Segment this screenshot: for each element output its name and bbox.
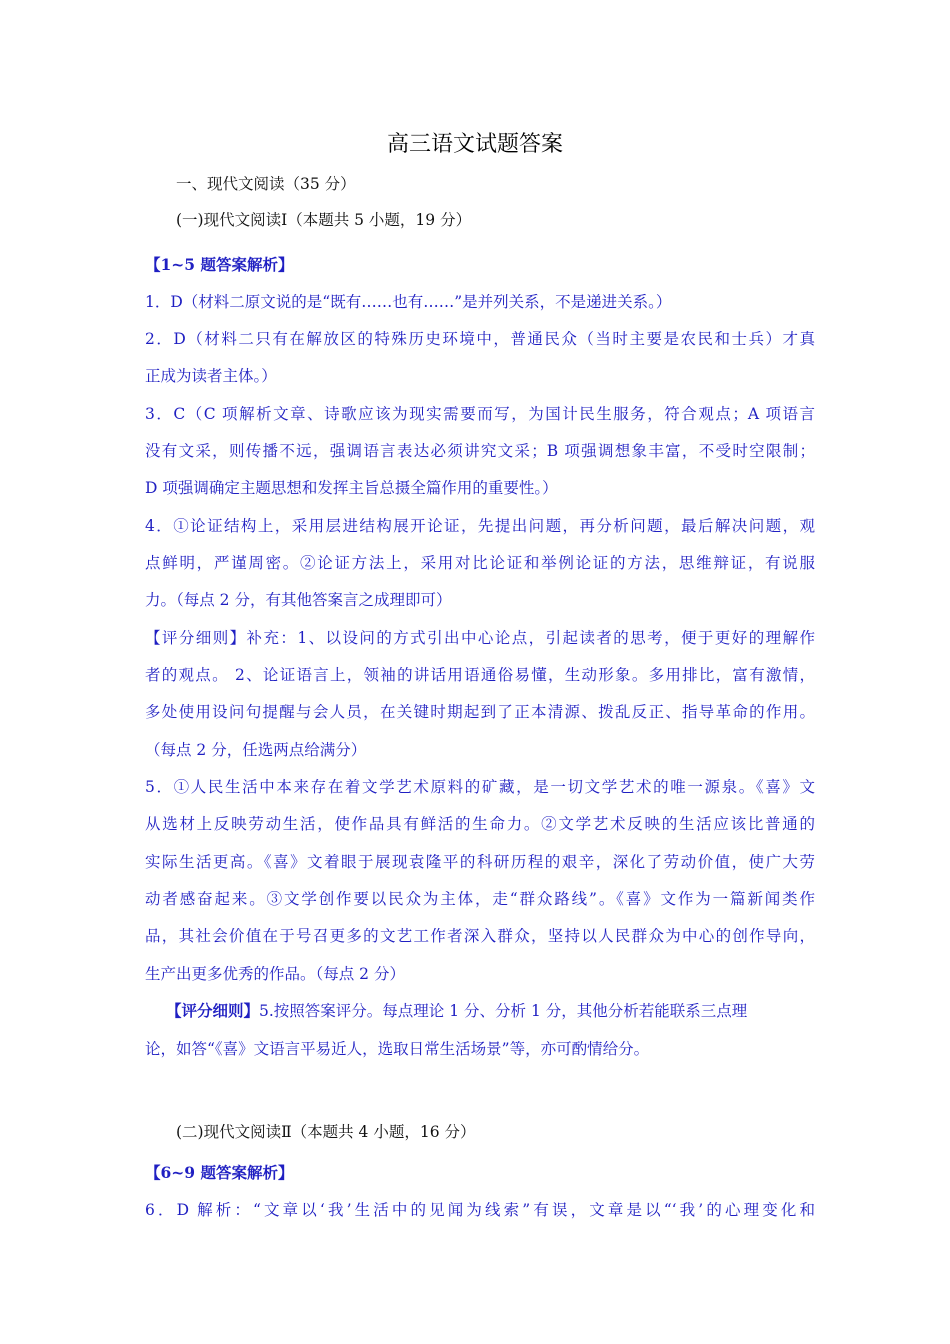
answer-line: 力。（每点 2 分，有其他答案言之成理即可） xyxy=(145,591,452,609)
rubric-5-line-1 xyxy=(166,1001,806,1021)
answer-line: 生产出更多优秀的作品。（每点 2 分） xyxy=(145,965,405,983)
answer-label-1-5: 【1~5 题答案解析】 xyxy=(145,255,294,274)
page-title: 高三语文试题答案 xyxy=(386,132,563,157)
answer-label-6-9: 【6~9 题答案解析】 xyxy=(145,1163,294,1182)
answer-line: D 项强调确定主题思想和发挥主旨总摄全篇作用的重要性。） xyxy=(145,479,558,497)
answer-line: 品，其社会价值在于号召更多的文艺工作者深入群众，坚持以人民群众为中心的创作导向， xyxy=(145,927,815,945)
answer-line: 正成为读者主体。） xyxy=(145,367,277,385)
answer-line: 6．D 解析：“文章以‘我’生活中的见闻为线索”有误，文章是以“‘我’的心理变化和 xyxy=(145,1201,815,1219)
section-heading-1: 一、现代文阅读（35 分） xyxy=(176,175,356,193)
sub-heading-2: (二)现代文阅读Ⅱ（本题共 4 小题，16 分） xyxy=(176,1123,476,1141)
answer-line: 点鲜明，严谨周密。②论证方法上，采用对比论证和举例论证的方法，思维辩证，有说服 xyxy=(145,554,815,572)
sub-heading-1: (一)现代文阅读Ⅰ（本题共 5 小题，19 分） xyxy=(176,211,472,229)
answer-line: 5．①人民生活中本来存在着文学艺术原料的矿藏，是一切文学艺术的唯一源泉。《喜》文 xyxy=(145,778,815,796)
answer-line: 4．①论证结构上，采用层进结构展开论证，先提出问题，再分析问题，最后解决问题，观 xyxy=(145,517,815,535)
answer-line: 3．C（C 项解析文章、诗歌应该为现实需要而写，为国计民生服务，符合观点；A 项语言 xyxy=(145,405,815,423)
answer-line: 动者感奋起来。③文学创作要以民众为主体，走“群众路线”。《喜》文作为一篇新闻类作 xyxy=(145,890,815,908)
rubric-text: 5.按照答案评分。每点理论 1 分、分析 1 分，其他分析若能联系三点理 xyxy=(259,1002,748,1020)
rubric-line: 多处使用设问句提醒与会人员，在关键时期起到了正本清源、拨乱反正、指导革命的作用。 xyxy=(145,703,815,721)
rubric-line: （每点 2 分，任选两点给满分） xyxy=(145,741,367,759)
answer-line: 实际生活更高。《喜》文着眼于展现袁隆平的科研历程的艰辛，深化了劳动价值，使广大劳 xyxy=(145,853,815,871)
rubric-prefix: 【评分细则】 xyxy=(166,1001,260,1020)
answer-line: 从选材上反映劳动生活，使作品具有鲜活的生命力。②文学艺术反映的生活应该比普通的 xyxy=(145,815,815,833)
answer-line: 2．D（材料二只有在解放区的特殊历史环境中，普通民众（当时主要是农民和士兵）才真 xyxy=(145,330,815,348)
answer-line: 没有文采，则传播不远，强调语言表达必须讲究文采；B 项强调想象丰富，不受时空限制； xyxy=(145,442,815,460)
rubric-line: 者的观点。 2、论证语言上，领袖的讲话用语通俗易懂，生动形象。多用排比，富有激情， xyxy=(145,666,815,684)
rubric-line: 【评分细则】补充：1、以设问的方式引出中心论点，引起读者的思考，便于更好的理解作 xyxy=(145,629,815,647)
answer-line: 1．D（材料二原文说的是“既有……也有……”是并列关系，不是递进关系。） xyxy=(145,293,672,311)
rubric-5-line-2: 论，如答“《喜》文语言平易近人，选取日常生活场景”等，亦可酌情给分。 xyxy=(145,1040,650,1058)
